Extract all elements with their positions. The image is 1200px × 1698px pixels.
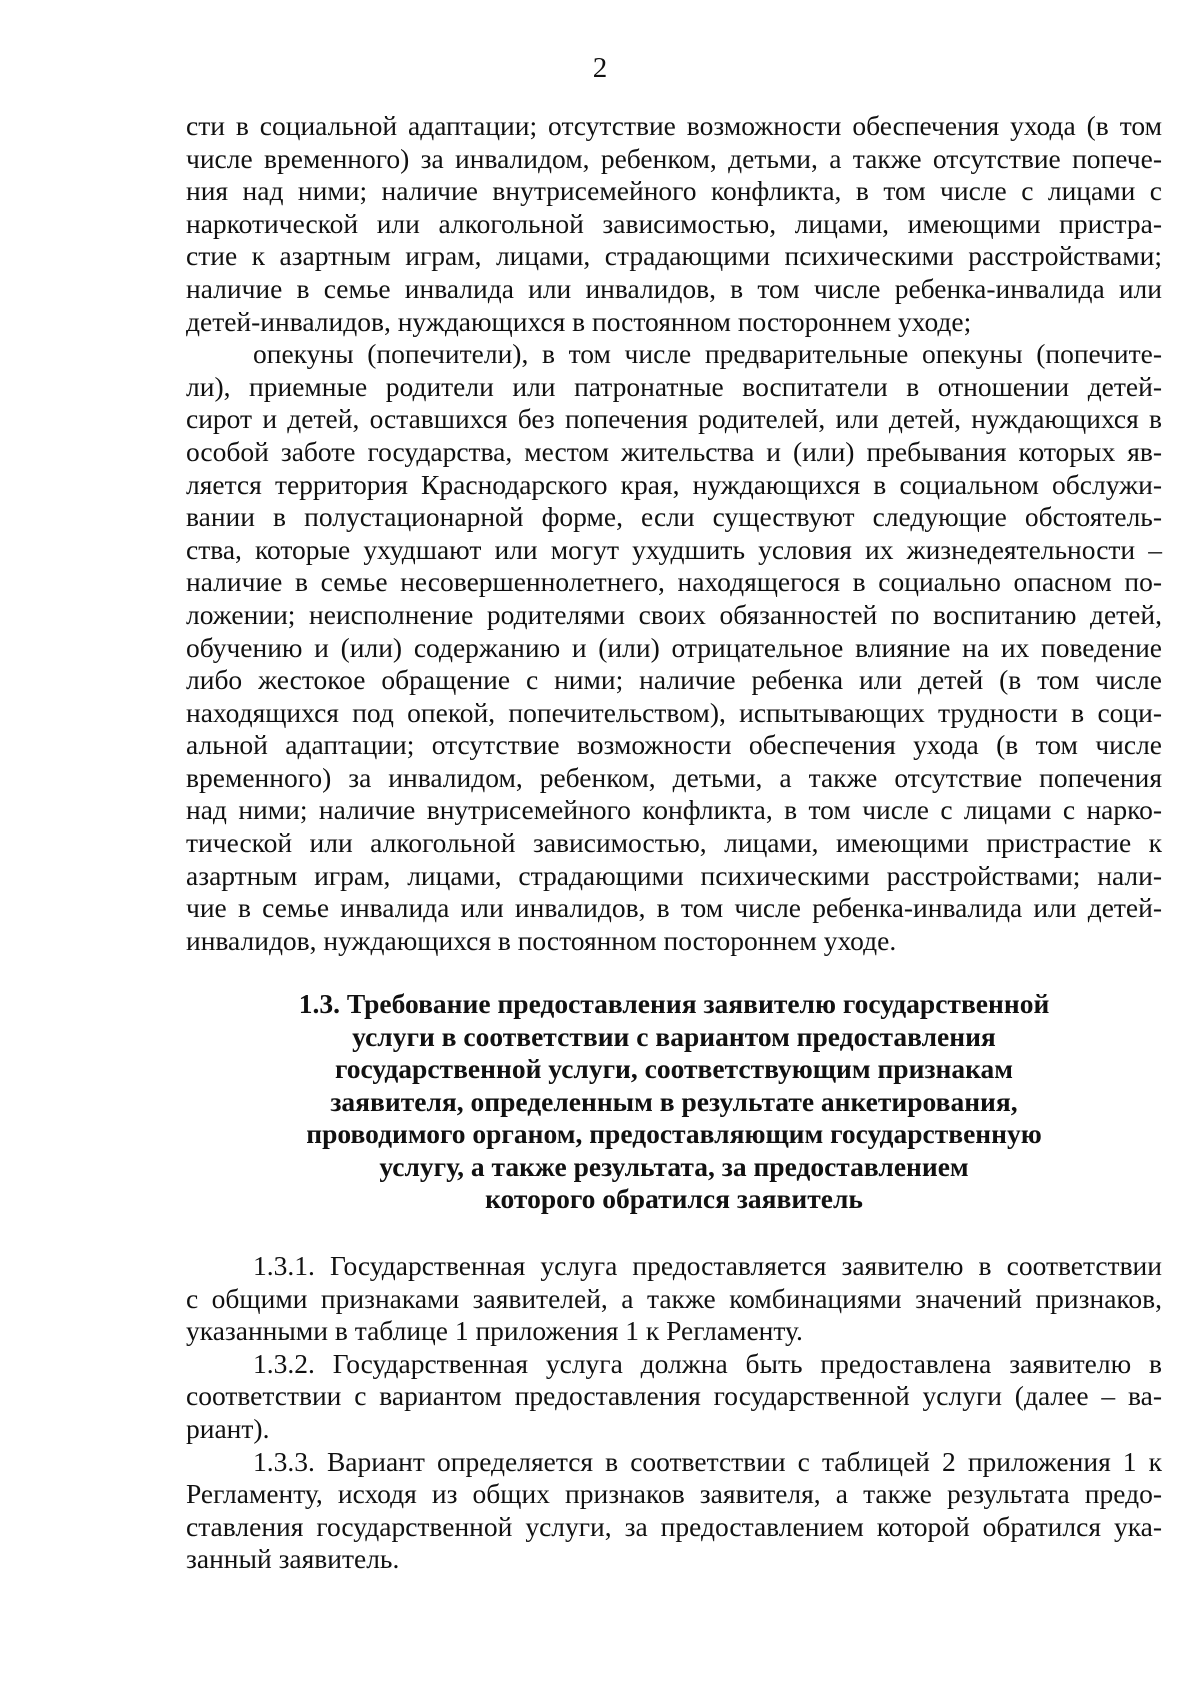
section-body bbox=[186, 1250, 1162, 1576]
text-line: тической или алкогольной зависимостью, лицами, имеющими пристрастие к bbox=[186, 827, 1162, 859]
clause-1-3-3 bbox=[186, 1446, 1162, 1576]
heading-line: государственной услуги, соответствующим признакам bbox=[334, 1053, 1014, 1084]
text-line: обучению и (или) содержанию и (или) отрицательное влияние на их поведение bbox=[186, 631, 1162, 663]
clause-1-3-2 bbox=[186, 1348, 1162, 1446]
text-line: сирот и детей, оставшихся без попечения родителей, или детей, нуждающихся в bbox=[186, 403, 1162, 435]
text-line: ния над ними; наличие внутрисемейного конфликта, в том числе с лицами с bbox=[186, 175, 1162, 207]
text-line: наркотической или алкогольной зависимостью, лицами, имеющими пристра- bbox=[186, 207, 1162, 239]
text-line: риант). bbox=[186, 1412, 270, 1444]
text-line: либо жестокое обращение с ними; наличие ребенка или детей (в том числе bbox=[186, 664, 1162, 696]
text-line: чие в семье инвалида или инвалидов, в том числе ребенка-инвалида или детей- bbox=[186, 892, 1162, 924]
text-line: ства, которые ухудшают или могут ухудшить условия их жизнедеятельности – bbox=[186, 533, 1162, 565]
text-line: с общими признаками заявителей, а также комбинациями значений признаков, bbox=[186, 1282, 1162, 1314]
paragraph-continuation bbox=[186, 110, 1162, 338]
text-line: Регламенту, исходя из общих признаков заявителя, а также результата предо- bbox=[186, 1478, 1162, 1510]
heading-line: которого обратился заявитель bbox=[485, 1183, 863, 1214]
text-line: числе временного) за инвалидом, ребенком, детьми, а также отсутствие попече- bbox=[186, 142, 1162, 174]
text-line: сти в социальной адаптации; отсутствие возможности обеспечения ухода (в том bbox=[186, 110, 1162, 141]
heading-line: проводимого органом, предоставляющим государственную bbox=[306, 1118, 1042, 1149]
text-line: над ними; наличие внутрисемейного конфликта, в том числе с лицами с нарко- bbox=[186, 794, 1162, 826]
text-line: наличие в семье инвалида или инвалидов, в том числе ребенка-инвалида или bbox=[186, 272, 1162, 304]
clause-1-3-1 bbox=[186, 1250, 1162, 1348]
heading-line: заявителя, определенным в результате анкетирования, bbox=[330, 1085, 1018, 1117]
text-line: занный заявитель. bbox=[186, 1543, 400, 1575]
text-line: 1.3.3. Вариант определяется в соответствии с таблицей 2 приложения 1 к bbox=[253, 1445, 1162, 1477]
text-line: ли), приемные родители или патронатные воспитатели в отношении детей- bbox=[186, 370, 1162, 402]
text-line: вании в полустационарной форме, если существуют следующие обстоятель- bbox=[186, 501, 1162, 533]
page-number: 2 bbox=[592, 52, 608, 84]
text-line: ставления государственной услуги, за предоставлением которой обратился ука- bbox=[186, 1510, 1162, 1542]
text-line: 1.3.2. Государственная услуга должна быть предоставлена заявителю в bbox=[253, 1347, 1162, 1379]
body-text bbox=[186, 110, 1162, 957]
section-heading bbox=[186, 988, 1162, 1216]
text-line: альной адаптации; отсутствие возможности обеспечения ухода (в том числе bbox=[186, 729, 1162, 761]
text-line: азартным играм, лицами, страдающими психическими расстройствами; нали- bbox=[186, 859, 1162, 891]
text-line: особой заботе государства, местом жительства и (или) пребывания которых яв- bbox=[186, 435, 1162, 467]
heading-line: услуги в соответствии с вариантом предоставления bbox=[352, 1020, 996, 1052]
text-line: инвалидов, нуждающихся в постоянном постороннем уходе. bbox=[186, 924, 897, 956]
text-line: наличие в семье несовершеннолетнего, находящегося в социально опасном по- bbox=[186, 566, 1162, 598]
text-line: находящихся под опекой, попечительством), испытывающих трудности в соци- bbox=[186, 696, 1162, 728]
text-line: опекуны (попечители), в том числе предварительные опекуны (попечите- bbox=[253, 338, 1162, 370]
text-line: соответствии с вариантом предоставления государственной услуги (далее – ва- bbox=[186, 1380, 1162, 1412]
text-line: ложении; неисполнение родителями своих обязанностей по воспитанию детей, bbox=[186, 598, 1162, 630]
text-line: указанными в таблице 1 приложения 1 к Регламенту. bbox=[186, 1315, 803, 1347]
text-line: детей-инвалидов, нуждающихся в постоянном постороннем уходе; bbox=[186, 305, 972, 337]
paragraph-guardians bbox=[186, 338, 1162, 957]
heading-line: 1.3. Требование предоставления заявителю государственной bbox=[298, 988, 1050, 1019]
text-line: 1.3.1. Государственная услуга предоставляется заявителю в соответствии bbox=[253, 1250, 1162, 1281]
text-line: стие к азартным играм, лицами, страдающими психическими расстройствами; bbox=[186, 240, 1162, 272]
text-line: временного) за инвалидом, ребенком, детьми, а также отсутствие попечения bbox=[186, 761, 1162, 793]
heading-line: услугу, а также результата, за предоставлением bbox=[379, 1150, 969, 1182]
text-line: ляется территория Краснодарского края, нуждающихся в социальном обслужи- bbox=[186, 468, 1162, 500]
